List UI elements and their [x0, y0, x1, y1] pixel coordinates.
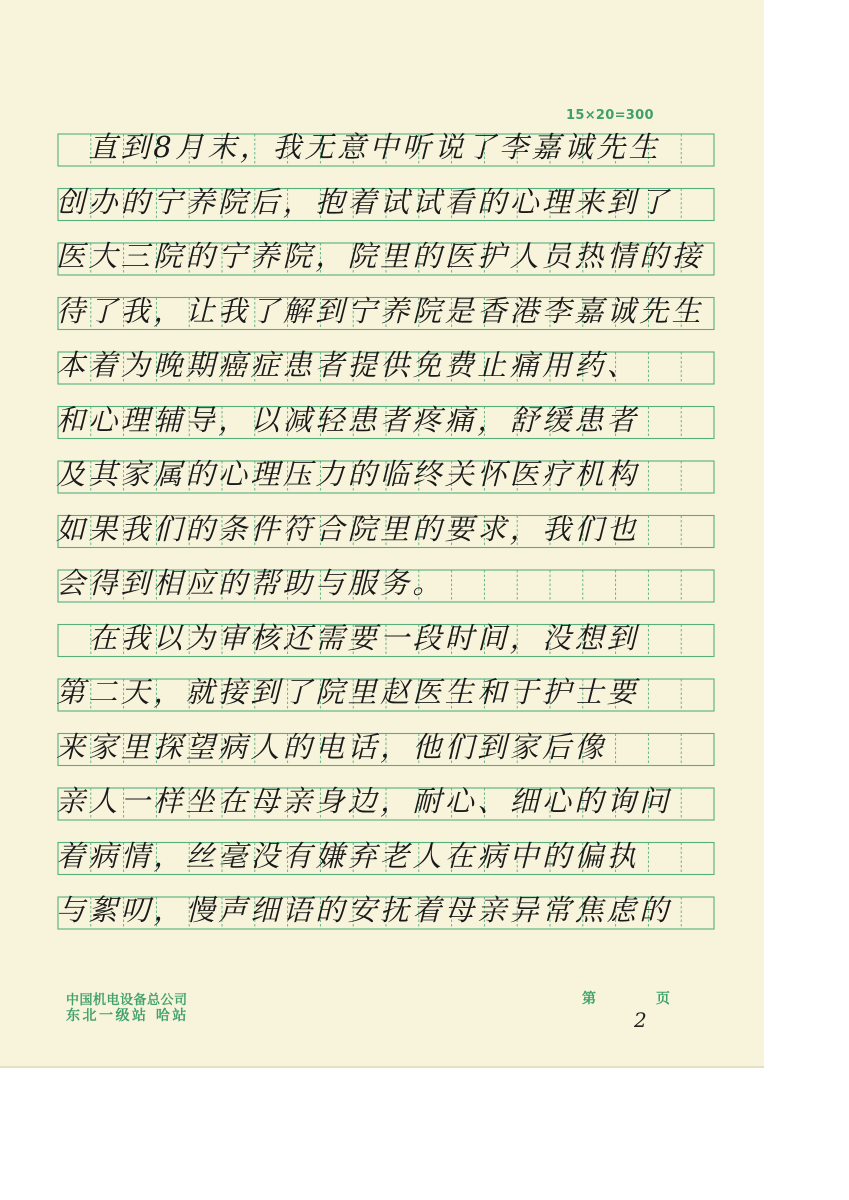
handwritten-line-8: 如果我们的条件符合院里的要求，我们也	[56, 511, 640, 546]
footer-station: 东北一级站 哈站	[66, 1008, 189, 1024]
page-number: 2	[634, 1008, 647, 1032]
handwritten-line-6: 和心理辅导，以减轻患者疼痛，舒缓患者	[56, 402, 640, 437]
grid-spec-label: 15×20=300	[566, 108, 654, 123]
handwritten-line-4: 待了我，让我了解到宁养院是香港李嘉诚先生	[56, 293, 705, 328]
handwritten-line-2: 创办的宁养院后，抱着试试看的心理来到了	[56, 184, 672, 219]
handwritten-line-13: 亲人一样坐在母亲身边，耐心、细心的询问	[56, 784, 672, 818]
handwritten-line-15: 与絮叨，慢声细语的安抚着母亲异常焦虑的	[56, 893, 672, 927]
handwritten-line-9: 会得到相应的帮助与服务。	[56, 566, 445, 600]
handwritten-line-12: 来家里探望病人的电话，他们到家后像	[56, 729, 607, 764]
handwritten-line-3: 医大三院的宁养院，院里的医护人员热情的接	[56, 239, 705, 273]
handwritten-line-1: 直到8月末，我无意中听说了李嘉诚先生	[56, 130, 662, 164]
footer-company: 中国机电设备总公司	[66, 993, 188, 1008]
footer-page-label-ye: 页	[656, 991, 670, 1007]
handwritten-line-14: 着病情，丝毫没有嫌弃老人在病中的偏执	[56, 838, 640, 873]
handwritten-line-10: 在我以为审核还需要一段时间，没想到	[56, 620, 640, 655]
footer-page-label-di: 第	[582, 991, 596, 1007]
handwritten-line-5: 本着为晚期癌症患者提供免费止痛用药、	[56, 348, 640, 382]
handwritten-line-7: 及其家属的心理压力的临终关怀医疗机构	[56, 457, 640, 491]
handwritten-line-11: 第二天，就接到了院里赵医生和于护士要	[56, 675, 640, 709]
